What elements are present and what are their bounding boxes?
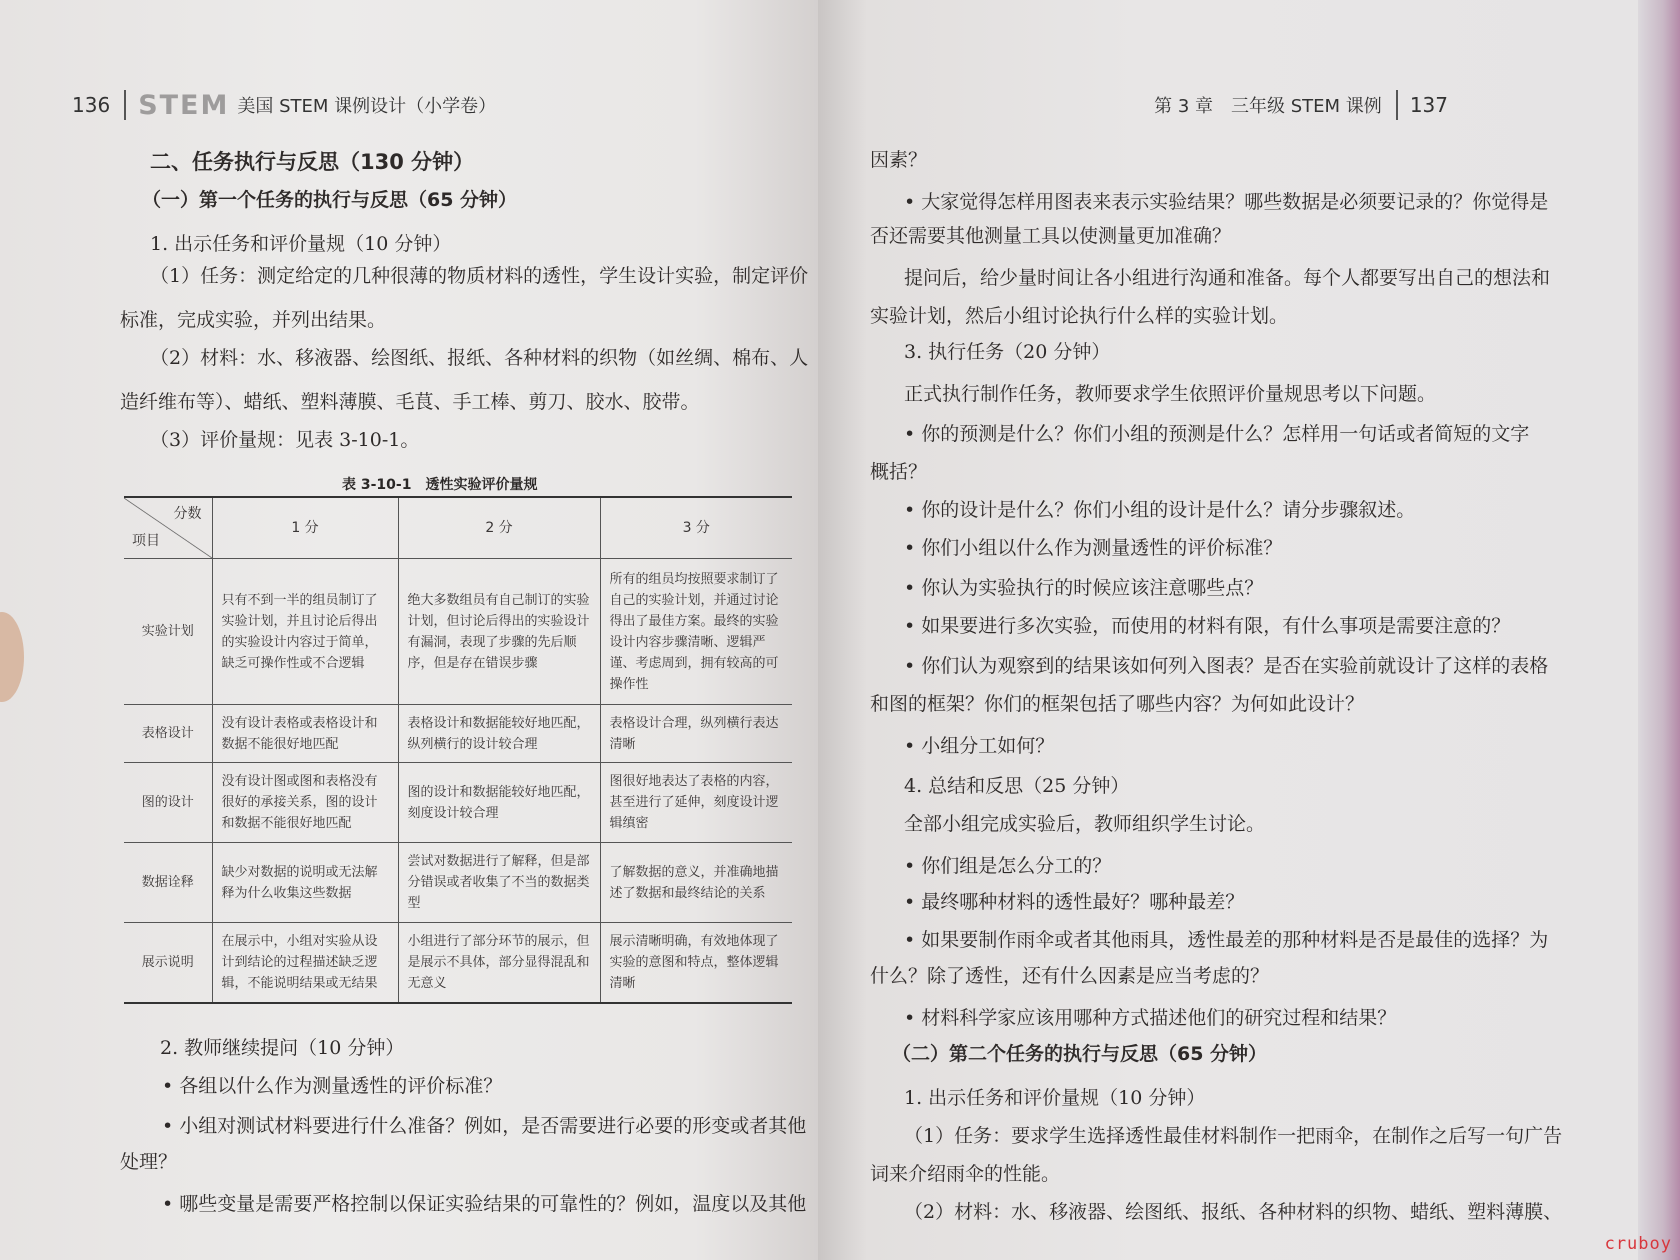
table-header-row	[124, 497, 792, 559]
table-cell: 没有设计表格或表格设计和数据不能很好地匹配	[212, 705, 398, 763]
item-heading-2: 2. 教师继续提问（10 分钟）	[160, 1037, 405, 1059]
bullet-question: • 你的预测是什么？你们小组的预测是什么？怎样用一句话或者简短的文字	[904, 423, 1530, 445]
table-cell: 图很好地表达了表格的内容，甚至进行了延伸，刻度设计逻辑缜密	[600, 763, 792, 843]
row-label: 图的设计	[124, 763, 212, 843]
bullet-question-cont: 和图的框架？你们的框架包括了哪些内容？为何如此设计？	[870, 693, 1365, 715]
book-title: 美国 STEM 课例设计（小学卷）	[237, 96, 497, 117]
materials-text-cont: 造纤维布等）、蜡纸、塑料薄膜、毛茛、手工棒、剪刀、胶水、胶带。	[120, 391, 700, 413]
task-text-cont: 词来介绍雨伞的性能。	[870, 1163, 1061, 1185]
corner-score-label: 分数	[173, 506, 202, 522]
thumb	[0, 612, 24, 702]
bullet-question-cont: 什么？除了透性，还有什么因素是应当考虑的？	[870, 965, 1270, 987]
paragraph-cont: 实验计划，然后小组讨论执行什么样的实验计划。	[870, 305, 1289, 327]
bullet-question: • 如果要进行多次实验，而使用的材料有限，有什么事项是需要注意的？	[904, 615, 1511, 637]
item-heading-5: 1. 出示任务和评价量规（10 分钟）	[904, 1087, 1206, 1109]
bullet-question: • 你们小组以什么作为测量透性的评价标准？	[904, 537, 1283, 559]
page-edge	[1638, 0, 1680, 1260]
rubric-reference: （3）评价量规：见表 3-10-1。	[150, 429, 420, 451]
table-cell: 绝大多数组员有自己制订的实验计划，但讨论后得出的实验设计有漏洞，表现了步骤的先后顺序，但是存在错误步骤	[398, 559, 600, 705]
left-page-header	[72, 88, 496, 122]
chapter-title: 第 3 章 三年级 STEM 课例	[1154, 96, 1382, 117]
table-cell: 只有不到一半的组员制订了实验计划，并且讨论后得出的实验设计内容过于简单，缺乏可操作性或不合逻辑	[212, 559, 398, 705]
bullet-question: • 小组对测试材料要进行什么准备？例如，是否需要进行必要的形变或者其他	[162, 1115, 807, 1137]
paragraph: 全部小组完成实验后，教师组织学生讨论。	[904, 813, 1266, 835]
bullet-question: • 大家觉得怎样用图表来表示实验结果？哪些数据是必须要记录的？你觉得是	[904, 191, 1549, 213]
bullet-question: • 最终哪种材料的透性最好？哪种最差？	[904, 891, 1245, 913]
column-header: 1 分	[212, 497, 398, 559]
left-page	[0, 0, 818, 1260]
table-cell: 没有设计图或图和表格没有很好的承接关系，图的设计和数据不能很好地匹配	[212, 763, 398, 843]
paragraph: 因素？	[870, 149, 928, 171]
table-row	[124, 705, 792, 763]
materials-text: （2）材料：水、移液器、绘图纸、报纸、各种材料的织物、蜡纸、塑料薄膜、	[904, 1201, 1563, 1223]
bullet-question: • 你们认为观察到的结果该如何列入图表？是否在实验前就设计了这样的表格	[904, 655, 1549, 677]
row-label: 实验计划	[124, 559, 212, 705]
page-number-right: 137	[1409, 93, 1448, 117]
bullet-question-cont: 处理？	[120, 1151, 178, 1173]
page-number-left: 136	[72, 93, 111, 117]
table-row	[124, 923, 792, 1003]
task-text: （1）任务：要求学生选择透性最佳材料制作一把雨伞，在制作之后写一句广告	[904, 1125, 1563, 1147]
table-cell: 表格设计和数据能较好地匹配，纵列横行的设计较合理	[398, 705, 600, 763]
watermark: cruboy	[1604, 1234, 1672, 1254]
bullet-question: • 材料科学家应该用哪种方式描述他们的研究过程和结果？	[904, 1007, 1397, 1029]
table-cell: 在展示中，小组对实验从设计到结论的过程描述缺乏逻辑，不能说明结果或无结果	[212, 923, 398, 1003]
bullet-question-cont: 概括？	[870, 461, 928, 483]
right-page-header	[1154, 88, 1448, 122]
table-cell: 缺少对数据的说明或无法解释为什么收集这些数据	[212, 843, 398, 923]
stem-logo: STEM	[138, 89, 230, 121]
table-cell: 了解数据的意义，并准确地描述了数据和最终结论的关系	[600, 843, 792, 923]
table-cell: 表格设计合理，纵列横行表达清晰	[600, 705, 792, 763]
task-text-cont: 标准，完成实验，并列出结果。	[120, 309, 387, 331]
bullet-question: • 你的设计是什么？你们小组的设计是什么？请分步骤叙述。	[904, 499, 1416, 521]
materials-text: （2）材料：水、移液器、绘图纸、报纸、各种材料的织物（如丝绸、棉布、人	[150, 347, 809, 369]
row-label: 表格设计	[124, 705, 212, 763]
section-title: 二、任务执行与反思（130 分钟）	[150, 150, 475, 174]
row-label: 数据诠释	[124, 843, 212, 923]
bullet-question: • 你们组是怎么分工的？	[904, 855, 1112, 877]
corner-item-label: 项目	[132, 533, 160, 549]
paragraph: 正式执行制作任务，教师要求学生依照评价量规思考以下问题。	[904, 383, 1437, 405]
table-caption: 表 3-10-1 透性实验评价量规	[342, 477, 538, 493]
task-text: （1）任务：测定给定的几种很薄的物质材料的透性，学生设计实验，制定评价	[150, 265, 809, 287]
item-heading-3: 3. 执行任务（20 分钟）	[904, 341, 1111, 363]
bullet-question: • 小组分工如何？	[904, 735, 1055, 757]
table-corner-cell	[124, 497, 212, 559]
table-cell: 图的设计和数据能较好地匹配，刻度设计较合理	[398, 763, 600, 843]
column-header: 3 分	[600, 497, 792, 559]
item-heading-1: 1. 出示任务和评价量规（10 分钟）	[150, 233, 452, 255]
table-row	[124, 763, 792, 843]
table-row	[124, 559, 792, 705]
header-divider	[1396, 90, 1398, 120]
row-label: 展示说明	[124, 923, 212, 1003]
table-cell: 展示清晰明确，有效地体现了实验的意图和特点，整体逻辑清晰	[600, 923, 792, 1003]
table-cell: 尝试对数据进行了解释，但是部分错误或者收集了不当的数据类型	[398, 843, 600, 923]
table-row	[124, 843, 792, 923]
table-cell: 小组进行了部分环节的展示，但是展示不具体，部分显得混乱和无意义	[398, 923, 600, 1003]
table-cell: 所有的组员均按照要求制订了自己的实验计划，并通过讨论得出了最佳方案。最终的实验设计内容步骤清晰、逻辑严谨、考虑周到，拥有较高的可操作性	[600, 559, 792, 705]
bullet-question: • 如果要制作雨伞或者其他雨具，透性最差的那种材料是否是最佳的选择？为	[904, 929, 1549, 951]
subsection-title-1: （一）第一个任务的执行与反思（65 分钟）	[142, 189, 518, 211]
bullet-question: • 哪些变量是需要严格控制以保证实验结果的可靠性的？例如，温度以及其他	[162, 1193, 807, 1215]
subsection-title-2: （二）第二个任务的执行与反思（65 分钟）	[892, 1043, 1268, 1065]
rubric-table	[124, 496, 792, 1004]
bullet-question: • 各组以什么作为测量透性的评价标准？	[162, 1075, 503, 1097]
header-divider	[124, 90, 126, 120]
paragraph: 提问后，给少量时间让各小组进行沟通和准备。每个人都要写出自己的想法和	[904, 267, 1551, 289]
bullet-question-cont: 否还需要其他测量工具以使测量更加准确？	[870, 225, 1232, 247]
item-heading-4: 4. 总结和反思（25 分钟）	[904, 775, 1130, 797]
column-header: 2 分	[398, 497, 600, 559]
bullet-question: • 你认为实验执行的时候应该注意哪些点？	[904, 577, 1264, 599]
